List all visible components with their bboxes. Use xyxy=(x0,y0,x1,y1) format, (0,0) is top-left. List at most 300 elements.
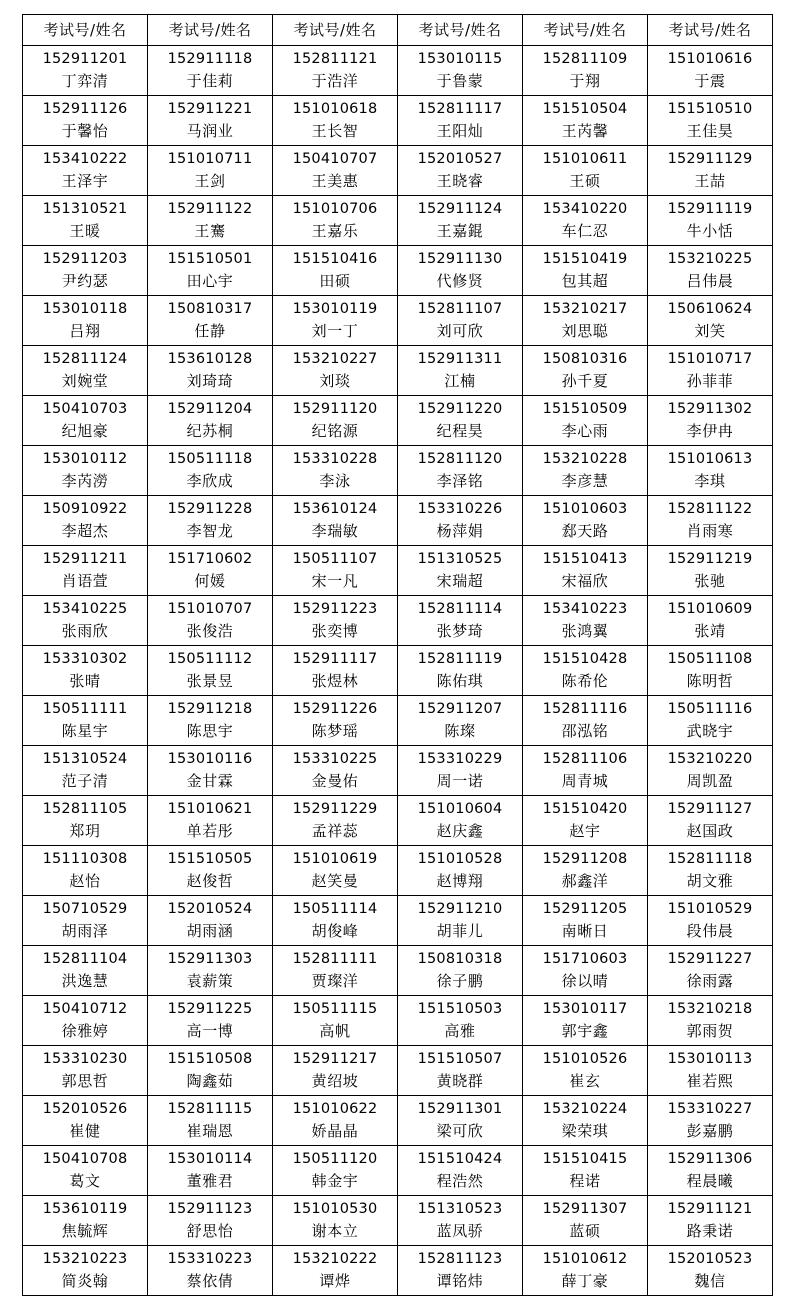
candidate-cell xyxy=(273,446,398,496)
exam-number: 152911211 xyxy=(42,551,128,568)
candidate-cell xyxy=(148,196,273,246)
candidate-name: 周一诺 xyxy=(436,772,484,791)
exam-number: 150410703 xyxy=(42,401,128,418)
table-row xyxy=(23,796,773,846)
candidate-name: 刘笑 xyxy=(694,322,726,341)
candidate-cell xyxy=(648,1196,773,1246)
candidate-name: 赵宇 xyxy=(569,822,601,841)
candidate-name: 简炎翰 xyxy=(61,1272,109,1291)
exam-number: 151510415 xyxy=(542,1151,628,1168)
exam-number: 150710529 xyxy=(42,901,128,918)
candidate-cell xyxy=(273,996,398,1046)
exam-number: 150511116 xyxy=(667,701,753,718)
candidate-cell xyxy=(148,596,273,646)
candidate-name: 焦毓辉 xyxy=(61,1222,109,1241)
candidate-name: 胡俊峰 xyxy=(311,922,359,941)
exam-number: 151010622 xyxy=(292,1101,378,1118)
candidate-cell xyxy=(523,96,648,146)
candidate-cell xyxy=(648,996,773,1046)
candidate-cell xyxy=(23,796,148,846)
candidate-cell xyxy=(148,346,273,396)
exam-number: 150810316 xyxy=(542,351,628,368)
exam-number: 153310229 xyxy=(417,751,503,768)
exam-roster-table xyxy=(22,14,773,1296)
table-row xyxy=(23,296,773,346)
candidate-name: 张雨欣 xyxy=(61,622,109,641)
candidate-cell xyxy=(23,646,148,696)
table-row xyxy=(23,546,773,596)
candidate-cell xyxy=(398,396,523,446)
exam-number: 151010613 xyxy=(667,451,753,468)
exam-number: 150511111 xyxy=(42,701,128,718)
table-row xyxy=(23,196,773,246)
exam-number: 150511114 xyxy=(292,901,378,918)
table-row xyxy=(23,246,773,296)
candidate-name: 孙千夏 xyxy=(561,372,609,391)
exam-number: 152911120 xyxy=(292,401,378,418)
exam-number: 152811115 xyxy=(167,1101,253,1118)
candidate-cell xyxy=(273,746,398,796)
candidate-name: 贾璨洋 xyxy=(311,972,359,991)
candidate-cell xyxy=(273,846,398,896)
table-row xyxy=(23,346,773,396)
exam-number: 152911122 xyxy=(167,201,253,218)
candidate-name: 杨萍娟 xyxy=(436,522,484,541)
exam-number: 153410220 xyxy=(542,201,628,218)
exam-number: 152911311 xyxy=(417,351,503,368)
candidate-name: 黄绍坡 xyxy=(311,1072,359,1091)
candidate-cell xyxy=(648,96,773,146)
exam-number: 151310524 xyxy=(42,751,128,768)
candidate-cell xyxy=(648,146,773,196)
candidate-cell xyxy=(273,896,398,946)
table-row xyxy=(23,696,773,746)
exam-number: 151510510 xyxy=(667,101,753,118)
column-header-1: 考试号/姓名 xyxy=(23,15,148,46)
candidate-name: 徐雨露 xyxy=(686,972,734,991)
candidate-cell xyxy=(398,546,523,596)
candidate-cell xyxy=(398,346,523,396)
candidate-cell xyxy=(523,596,648,646)
candidate-name: 徐以晴 xyxy=(561,972,609,991)
exam-number: 150511108 xyxy=(667,651,753,668)
exam-number: 152911208 xyxy=(542,851,628,868)
candidate-name: 王佳昊 xyxy=(686,122,734,141)
candidate-cell xyxy=(148,696,273,746)
candidate-cell xyxy=(273,46,398,96)
table-row xyxy=(23,946,773,996)
exam-number: 152010524 xyxy=(167,901,253,918)
candidate-name: 程浩然 xyxy=(436,1172,484,1191)
exam-number: 153310226 xyxy=(417,501,503,518)
exam-number: 152911207 xyxy=(417,701,503,718)
candidate-name: 肖语萱 xyxy=(61,572,109,591)
candidate-name: 赵庆鑫 xyxy=(436,822,484,841)
candidate-cell xyxy=(523,896,648,946)
exam-number: 150810318 xyxy=(417,951,503,968)
candidate-name: 纪旭豪 xyxy=(61,422,109,441)
candidate-cell xyxy=(148,246,273,296)
table-row xyxy=(23,1196,773,1246)
exam-number: 151110308 xyxy=(42,851,128,868)
candidate-name: 袁薪策 xyxy=(186,972,234,991)
exam-number: 153310225 xyxy=(292,751,378,768)
candidate-name: 周青城 xyxy=(561,772,609,791)
candidate-name: 高一博 xyxy=(186,1022,234,1041)
exam-number: 152911220 xyxy=(417,401,503,418)
column-header-3: 考试号/姓名 xyxy=(273,15,398,46)
exam-number: 151010526 xyxy=(542,1051,628,1068)
exam-number: 152911117 xyxy=(292,651,378,668)
candidate-cell xyxy=(398,46,523,96)
candidate-name: 李智龙 xyxy=(186,522,234,541)
exam-number: 151510416 xyxy=(292,251,378,268)
candidate-name: 宋一凡 xyxy=(311,572,359,591)
candidate-name: 张俊浩 xyxy=(186,622,234,641)
candidate-cell xyxy=(398,746,523,796)
candidate-cell xyxy=(148,846,273,896)
candidate-cell xyxy=(398,896,523,946)
candidate-cell xyxy=(648,746,773,796)
exam-number: 152911119 xyxy=(667,201,753,218)
candidate-cell xyxy=(273,646,398,696)
exam-number: 151710603 xyxy=(542,951,628,968)
candidate-name: 吕翔 xyxy=(69,322,101,341)
candidate-cell xyxy=(23,246,148,296)
candidate-cell xyxy=(648,946,773,996)
candidate-cell xyxy=(23,1046,148,1096)
exam-number: 153010119 xyxy=(292,301,378,318)
candidate-name: 于佳莉 xyxy=(186,72,234,91)
table-row xyxy=(23,146,773,196)
exam-number: 151310521 xyxy=(42,201,128,218)
exam-number: 152911306 xyxy=(667,1151,753,1168)
candidate-name: 王剑 xyxy=(194,172,226,191)
candidate-cell xyxy=(23,396,148,446)
candidate-name: 任静 xyxy=(194,322,226,341)
exam-number: 151510503 xyxy=(417,1001,503,1018)
exam-number: 152811111 xyxy=(292,951,378,968)
exam-number: 151710602 xyxy=(167,551,253,568)
exam-number: 152811124 xyxy=(42,351,128,368)
candidate-name: 梁可欣 xyxy=(436,1122,484,1141)
exam-number: 153010113 xyxy=(667,1051,753,1068)
table-row xyxy=(23,96,773,146)
candidate-cell xyxy=(273,196,398,246)
table-row xyxy=(23,646,773,696)
exam-number: 152911221 xyxy=(167,101,253,118)
table-row xyxy=(23,1096,773,1146)
candidate-name: 刘婉堂 xyxy=(61,372,109,391)
exam-number: 150511115 xyxy=(292,1001,378,1018)
candidate-cell xyxy=(23,746,148,796)
exam-number: 151510505 xyxy=(167,851,253,868)
candidate-cell xyxy=(523,446,648,496)
exam-number: 151510420 xyxy=(542,801,628,818)
candidate-name: 郄天路 xyxy=(561,522,609,541)
exam-number: 153010117 xyxy=(542,1001,628,1018)
exam-number: 152911130 xyxy=(417,251,503,268)
candidate-name: 邵泓铭 xyxy=(561,722,609,741)
candidate-name: 李彦慧 xyxy=(561,472,609,491)
exam-number: 152811114 xyxy=(417,601,503,618)
candidate-name: 武晓宇 xyxy=(686,722,734,741)
candidate-cell xyxy=(23,1096,148,1146)
candidate-cell xyxy=(523,546,648,596)
exam-number: 150511112 xyxy=(167,651,253,668)
candidate-name: 陈思宇 xyxy=(186,722,234,741)
candidate-name: 王长智 xyxy=(311,122,359,141)
exam-number: 152911204 xyxy=(167,401,253,418)
candidate-cell xyxy=(23,46,148,96)
exam-number: 150511107 xyxy=(292,551,378,568)
candidate-name: 魏信 xyxy=(694,1272,726,1291)
exam-number: 152911225 xyxy=(167,1001,253,1018)
candidate-cell xyxy=(23,996,148,1046)
candidate-cell xyxy=(523,946,648,996)
exam-number: 151310525 xyxy=(417,551,503,568)
candidate-cell xyxy=(273,246,398,296)
candidate-name: 赵怡 xyxy=(69,872,101,891)
candidate-name: 王阳灿 xyxy=(436,122,484,141)
exam-number: 151510509 xyxy=(542,401,628,418)
exam-number: 153210222 xyxy=(292,1251,378,1268)
exam-number: 153010112 xyxy=(42,451,128,468)
candidate-cell xyxy=(648,246,773,296)
exam-number: 153410223 xyxy=(542,601,628,618)
candidate-cell xyxy=(398,96,523,146)
candidate-cell xyxy=(523,1146,648,1196)
exam-number: 152010527 xyxy=(417,151,503,168)
candidate-name: 王美惠 xyxy=(311,172,359,191)
candidate-cell xyxy=(398,1146,523,1196)
table-header xyxy=(23,15,773,46)
candidate-name: 赵博翔 xyxy=(436,872,484,891)
exam-number: 152010523 xyxy=(667,1251,753,1268)
candidate-cell xyxy=(23,146,148,196)
candidate-cell xyxy=(273,346,398,396)
exam-number: 152811107 xyxy=(417,301,503,318)
table-row xyxy=(23,896,773,946)
candidate-cell xyxy=(648,846,773,896)
candidate-cell xyxy=(273,546,398,596)
candidate-name: 路秉诺 xyxy=(686,1222,734,1241)
header-row xyxy=(23,15,773,46)
candidate-name: 南晰日 xyxy=(561,922,609,941)
candidate-cell xyxy=(23,196,148,246)
exam-number: 153210224 xyxy=(542,1101,628,1118)
candidate-name: 王騫 xyxy=(194,222,226,241)
candidate-cell xyxy=(398,846,523,896)
exam-number: 151010717 xyxy=(667,351,753,368)
exam-number: 151510419 xyxy=(542,251,628,268)
candidate-name: 王嘉錕 xyxy=(436,222,484,241)
exam-number: 152911219 xyxy=(667,551,753,568)
exam-number: 151310523 xyxy=(417,1201,503,1218)
candidate-name: 王喆 xyxy=(694,172,726,191)
candidate-name: 谭烨 xyxy=(319,1272,351,1291)
candidate-name: 段伟晨 xyxy=(686,922,734,941)
candidate-name: 徐子鹏 xyxy=(436,972,484,991)
candidate-name: 王硕 xyxy=(569,172,601,191)
candidate-cell xyxy=(648,446,773,496)
candidate-cell xyxy=(648,1146,773,1196)
candidate-name: 王芮馨 xyxy=(561,122,609,141)
candidate-cell xyxy=(23,1146,148,1196)
candidate-name: 金曼佑 xyxy=(311,772,359,791)
exam-number: 151010616 xyxy=(667,51,753,68)
exam-number: 152811116 xyxy=(542,701,628,718)
candidate-cell xyxy=(148,46,273,96)
exam-number: 153310227 xyxy=(667,1101,753,1118)
candidate-cell xyxy=(398,1046,523,1096)
exam-number: 152811123 xyxy=(417,1251,503,1268)
candidate-cell xyxy=(273,1196,398,1246)
candidate-cell xyxy=(273,796,398,846)
candidate-name: 纪铭源 xyxy=(311,422,359,441)
candidate-name: 陶鑫茹 xyxy=(186,1072,234,1091)
candidate-name: 李伊冉 xyxy=(686,422,734,441)
candidate-cell xyxy=(148,146,273,196)
exam-number: 152911205 xyxy=(542,901,628,918)
candidate-name: 肖雨寒 xyxy=(686,522,734,541)
candidate-name: 李芮澇 xyxy=(61,472,109,491)
candidate-name: 陈希伦 xyxy=(561,672,609,691)
exam-number: 152811122 xyxy=(667,501,753,518)
exam-number: 152811109 xyxy=(542,51,628,68)
exam-number: 150410708 xyxy=(42,1151,128,1168)
exam-number: 153010115 xyxy=(417,51,503,68)
exam-number: 153010114 xyxy=(167,1151,253,1168)
candidate-name: 田硕 xyxy=(319,272,351,291)
exam-number: 151010603 xyxy=(542,501,628,518)
exam-number: 152911307 xyxy=(542,1201,628,1218)
candidate-cell xyxy=(23,496,148,546)
exam-number: 152911301 xyxy=(417,1101,503,1118)
candidate-name: 代修贤 xyxy=(436,272,484,291)
candidate-cell xyxy=(523,46,648,96)
candidate-cell xyxy=(523,646,648,696)
exam-number: 152811105 xyxy=(42,801,128,818)
candidate-name: 郭雨贺 xyxy=(686,1022,734,1041)
candidate-name: 洪逸慧 xyxy=(61,972,109,991)
candidate-cell xyxy=(23,696,148,746)
candidate-name: 范子清 xyxy=(61,772,109,791)
candidate-cell xyxy=(148,496,273,546)
table-row xyxy=(23,1046,773,1096)
exam-number: 152911121 xyxy=(667,1201,753,1218)
exam-number: 151010528 xyxy=(417,851,503,868)
candidate-name: 于震 xyxy=(694,72,726,91)
candidate-cell xyxy=(523,296,648,346)
exam-number: 150511118 xyxy=(167,451,253,468)
candidate-name: 单若彤 xyxy=(186,822,234,841)
candidate-name: 李瑞敏 xyxy=(311,522,359,541)
candidate-name: 高雅 xyxy=(444,1022,476,1041)
candidate-cell xyxy=(148,1096,273,1146)
exam-number: 152911210 xyxy=(417,901,503,918)
exam-number: 152911226 xyxy=(292,701,378,718)
candidate-cell xyxy=(398,1196,523,1246)
candidate-cell xyxy=(523,346,648,396)
candidate-cell xyxy=(273,946,398,996)
candidate-cell xyxy=(523,796,648,846)
exam-number: 151010621 xyxy=(167,801,253,818)
candidate-cell xyxy=(523,396,648,446)
table-row xyxy=(23,496,773,546)
candidate-name: 王嘉乐 xyxy=(311,222,359,241)
exam-number: 151010711 xyxy=(167,151,253,168)
exam-number: 151510424 xyxy=(417,1151,503,1168)
candidate-name: 黄晓群 xyxy=(436,1072,484,1091)
candidate-cell xyxy=(23,946,148,996)
candidate-name: 车仁忍 xyxy=(561,222,609,241)
exam-number: 152010526 xyxy=(42,1101,128,1118)
candidate-cell xyxy=(273,1046,398,1096)
candidate-name: 谭铭炜 xyxy=(436,1272,484,1291)
candidate-cell xyxy=(148,396,273,446)
exam-number: 151010530 xyxy=(292,1201,378,1218)
candidate-name: 何媛 xyxy=(194,572,226,591)
exam-number: 151010609 xyxy=(667,601,753,618)
candidate-name: 马润业 xyxy=(186,122,234,141)
candidate-cell xyxy=(23,446,148,496)
candidate-cell xyxy=(523,246,648,296)
candidate-cell xyxy=(148,1196,273,1246)
candidate-cell xyxy=(523,496,648,546)
candidate-name: 赵国政 xyxy=(686,822,734,841)
candidate-name: 张煜林 xyxy=(311,672,359,691)
candidate-cell xyxy=(523,1046,648,1096)
candidate-cell xyxy=(23,296,148,346)
candidate-cell xyxy=(273,1096,398,1146)
candidate-name: 蓝硕 xyxy=(569,1222,601,1241)
candidate-cell xyxy=(648,796,773,846)
candidate-name: 梁荣琪 xyxy=(561,1122,609,1141)
candidate-name: 吕伟晨 xyxy=(686,272,734,291)
candidate-name: 蓝凤骄 xyxy=(436,1222,484,1241)
exam-number: 152911201 xyxy=(42,51,128,68)
candidate-cell xyxy=(398,246,523,296)
candidate-name: 刘可欣 xyxy=(436,322,484,341)
candidate-name: 纪苏桐 xyxy=(186,422,234,441)
exam-number: 152811120 xyxy=(417,451,503,468)
table-row xyxy=(23,746,773,796)
table-row xyxy=(23,846,773,896)
exam-number: 153310228 xyxy=(292,451,378,468)
candidate-name: 牛小恬 xyxy=(686,222,734,241)
candidate-cell xyxy=(523,1246,648,1296)
candidate-cell xyxy=(148,1046,273,1096)
candidate-cell xyxy=(23,846,148,896)
candidate-name: 周凯盈 xyxy=(686,772,734,791)
exam-number: 152911218 xyxy=(167,701,253,718)
exam-number: 151010706 xyxy=(292,201,378,218)
exam-number: 153610128 xyxy=(167,351,253,368)
candidate-name: 金甘霖 xyxy=(186,772,234,791)
candidate-cell xyxy=(523,1196,648,1246)
candidate-cell xyxy=(398,196,523,246)
candidate-cell xyxy=(148,546,273,596)
candidate-name: 胡雨泽 xyxy=(61,922,109,941)
exam-number: 153310302 xyxy=(42,651,128,668)
exam-number: 151010529 xyxy=(667,901,753,918)
candidate-name: 王泽宇 xyxy=(61,172,109,191)
exam-number: 152911223 xyxy=(292,601,378,618)
candidate-cell xyxy=(398,146,523,196)
candidate-name: 张梦琦 xyxy=(436,622,484,641)
candidate-name: 郝鑫洋 xyxy=(561,872,609,891)
